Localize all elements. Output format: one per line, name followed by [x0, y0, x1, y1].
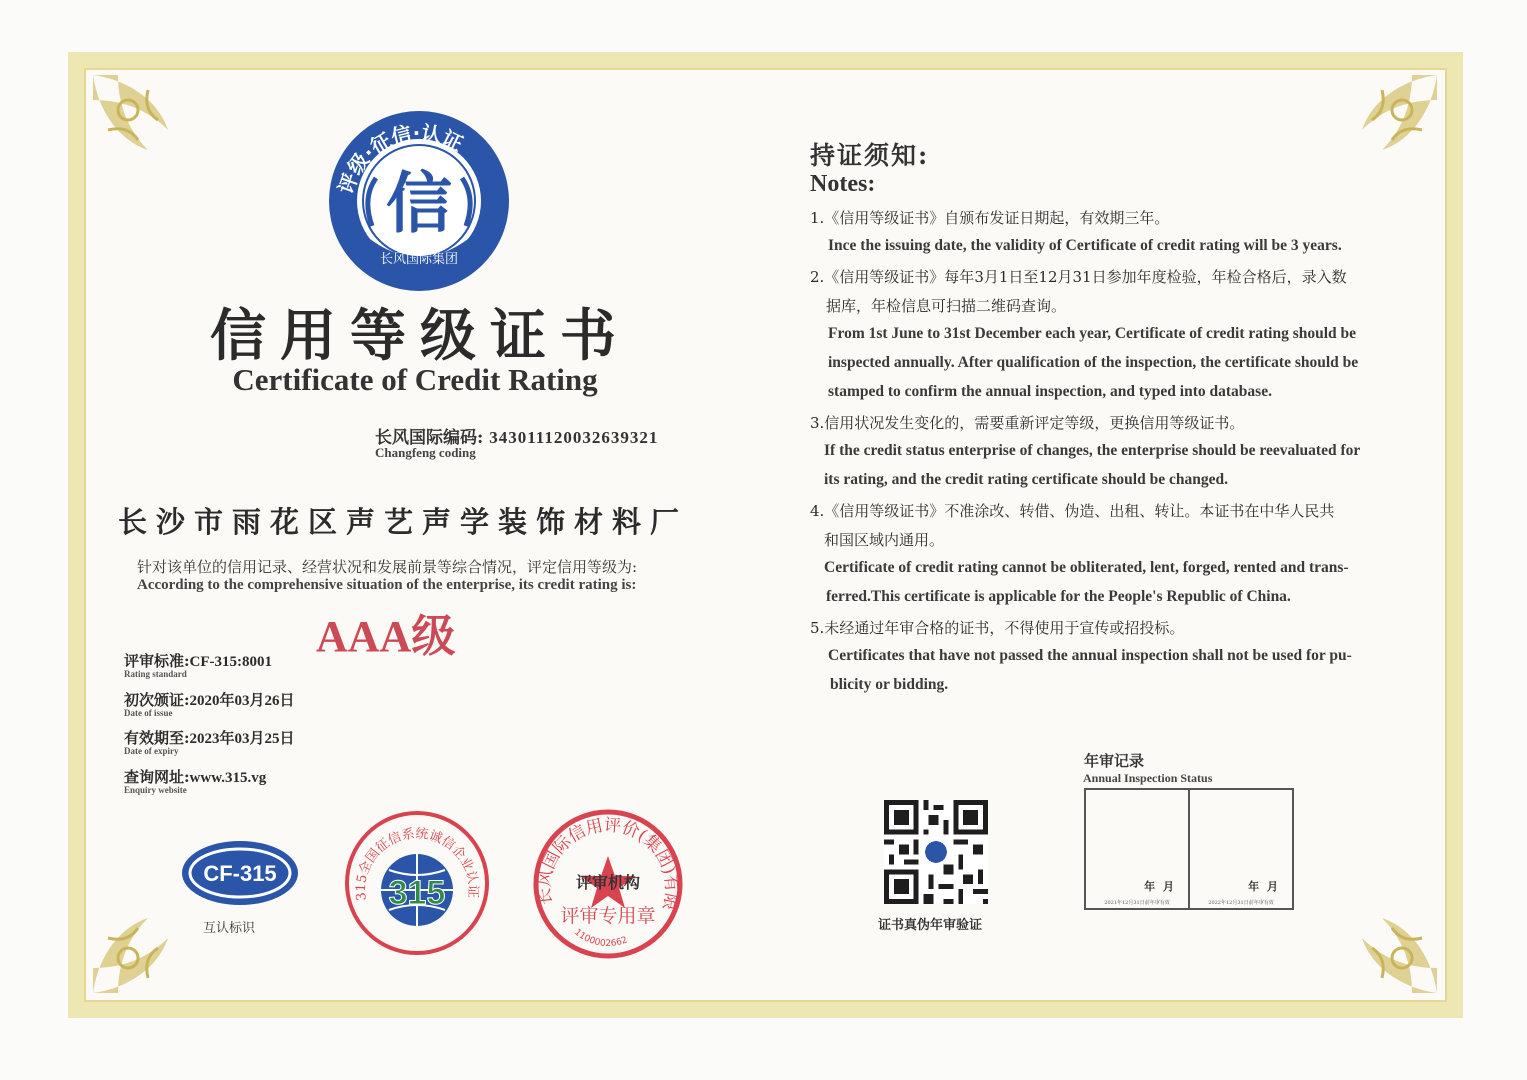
notes-title-cn: 持证须知: [810, 141, 930, 170]
note-4-en-a: Certificate of credit rating cannot be obliterated, lent, forged, rented and trans- [824, 559, 1349, 576]
verification-qr-code[interactable] [883, 800, 989, 904]
meta-issue-value: 2020年03月26日 [189, 693, 295, 709]
inspection-title-cn: 年审记录 [1084, 752, 1145, 770]
inspection-title-en: Annual Inspection Status [1083, 771, 1213, 785]
meta-standard-value: CF-315:8001 [189, 654, 273, 670]
svg-text:长风国际信用评价(集团)有限公司: 长风国际信用评价(集团)有限 [534, 815, 682, 913]
note-4-en-b: ferred.This certificate is applicable for the People's Republic of China. [826, 588, 1291, 605]
svg-text:315: 315 [388, 874, 446, 912]
svg-text:信: 信 [386, 164, 452, 242]
red-official-seal [532, 808, 684, 960]
svg-text:评审机构: 评审机构 [575, 873, 641, 892]
note-2-cn-a: 2.《信用等级证书》每年3月1日至12月31日参加年度检验，年检合格后，录入数 [810, 268, 1347, 286]
inspection-record-box [1084, 788, 1294, 910]
notes-title-en: Notes: [810, 171, 876, 197]
corner-ornament-top-right [1312, 70, 1442, 200]
corner-ornament-top-left [88, 70, 218, 200]
rating-intro-cn: 针对该单位的信用记录、经营状况和发展前景等综合情况，评定信用等级为: [137, 558, 638, 576]
meta-website-label: 查询网址: [124, 768, 190, 786]
inspection-validity-note: 2022年12月31日前年审有效 [1208, 900, 1274, 906]
meta-standard-en: Rating standard [124, 669, 187, 679]
meta-issue-en: Date of issue [124, 708, 173, 718]
credit-logo-emblem [326, 108, 512, 294]
inspection-year-month: 年 月 [1144, 880, 1176, 893]
svg-text:评审专用章: 评审专用章 [560, 905, 656, 927]
meta-issue-label: 初次颁证: [124, 691, 190, 709]
meta-expiry-label: 有效期至: [124, 729, 190, 747]
meta-expiry-value: 2023年03月25日 [189, 731, 295, 747]
meta-website-value[interactable]: www.315.vg [189, 770, 267, 786]
cf315-caption: 互认标识 [203, 921, 256, 936]
inspection-cell [1188, 790, 1292, 908]
note-2-en-b: inspected annually. After qualification of the inspection, the certificate should be [828, 354, 1359, 371]
note-4-cn-b: 和国区域内通用。 [824, 531, 945, 549]
note-1-cn: 1.《信用等级证书》自颁布发证日期起，有效期三年。 [810, 209, 1170, 227]
note-5-en-b: blicity or bidding. [830, 676, 949, 693]
note-5-cn: 5.未经通过年审合格的证书，不得使用于宣传或招投标。 [810, 619, 1185, 637]
coding-label-en: Changfeng coding [375, 445, 476, 460]
svg-text:长风国际集团: 长风国际集团 [379, 252, 459, 267]
svg-text:评级·征信·认证: 评级·征信·认证 [333, 120, 467, 197]
note-2-en-a: From 1st June to 31st December each year, Certificate of credit rating should be [828, 325, 1357, 342]
meta-website [124, 766, 266, 795]
credit-grade: AAA级 [316, 612, 456, 661]
svg-text:CF-315: CF-315 [203, 861, 277, 886]
inspection-year-month: 年 月 [1248, 880, 1280, 893]
note-3-cn: 3.信用状况发生变化的，需要重新评定等级，更换信用等级证书。 [810, 414, 1245, 432]
note-2-cn-b: 据库，年检信息可扫描二维码查询。 [826, 297, 1067, 315]
svg-text:1100002662: 1100002662 [572, 927, 629, 950]
corner-ornament-bottom-right [1312, 868, 1442, 998]
note-2-en-c: stamped to confirm the annual inspection, and typed into database. [828, 383, 1272, 400]
note-4-cn-a: 4.《信用等级证书》不准涂改、转借、伪造、出租、转让。本证书在中华人民共 [810, 502, 1335, 520]
coding-value: 343011120032639321 [489, 428, 659, 447]
note-1-en: Ince the issuing date, the validity of Certificate of credit rating will be 3 years. [828, 237, 1342, 254]
note-3-en-b: its rating, and the credit rating certificate should be changed. [824, 471, 1228, 488]
cf315-mark [180, 838, 300, 908]
rating-intro-en: According to the comprehensive situation of the enterprise, its credit rating is: [137, 577, 637, 593]
meta-website-en: Enquiry website [124, 785, 187, 795]
meta-issue [124, 689, 295, 718]
meta-standard [124, 650, 272, 679]
seal-315-certification [344, 810, 490, 956]
note-3-en-a: If the credit status enterprise of changes, the enterprise should be reevaluated for [824, 442, 1361, 459]
svg-text:315全国征信系统诚信企业认证: 315全国征信系统诚信企业认证 [353, 826, 481, 902]
coding-label: 长风国际编码: [375, 428, 484, 448]
company-name: 长沙市雨花区声艺声学装饰材料厂 [118, 505, 689, 539]
certificate-title-en: Certificate of Credit Rating [232, 362, 598, 397]
meta-expiry [124, 727, 295, 756]
note-5-en-a: Certificates that have not passed the annual inspection shall not be used for pu- [828, 647, 1352, 664]
qr-caption: 证书真伪年审验证 [878, 918, 983, 933]
certificate-title-cn: 信用等级证书 [210, 303, 630, 369]
inspection-cell [1086, 790, 1188, 908]
inspection-validity-note: 2021年12月31日前年审有效 [1104, 900, 1170, 906]
meta-expiry-en: Date of expiry [124, 746, 179, 756]
meta-standard-label: 评审标准: [124, 652, 190, 670]
